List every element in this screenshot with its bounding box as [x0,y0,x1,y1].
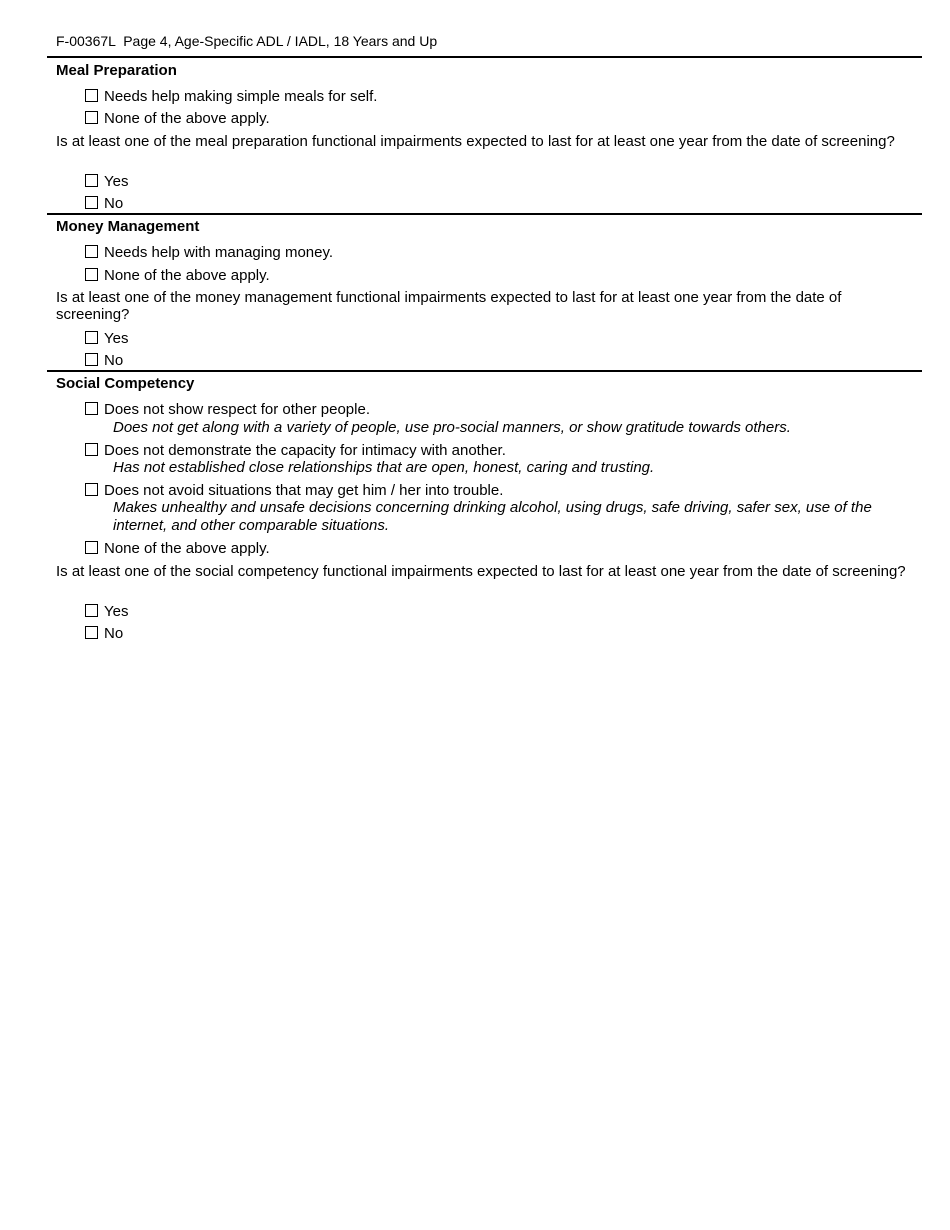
option-label: Does not show respect for other people. [104,401,370,418]
checkbox[interactable] [85,245,98,258]
social-answer-no[interactable] [85,625,123,643]
checkbox[interactable] [85,353,98,366]
money-management-heading: Money Management [56,218,200,235]
page-header [56,33,437,49]
option-label: Does not avoid situations that may get him / her into trouble. [104,482,504,499]
checkbox[interactable] [85,268,98,281]
option-label: None of the above apply. [104,267,270,284]
money-option-needs-help[interactable] [85,244,333,262]
checkbox[interactable] [85,541,98,554]
option-description: Does not get along with a variety of people, use pro-social manners, or show gratitude towards others. [113,419,791,436]
money-option-none[interactable] [85,267,270,285]
answer-label: Yes [104,173,129,190]
checkbox[interactable] [85,174,98,187]
form-id: F-00367L [56,33,116,49]
money-answer-no[interactable] [85,352,123,370]
meal-duration-question: Is at least one of the meal preparation functional impairments expected to last for at least one year from the date of screening? [56,133,895,150]
checkbox[interactable] [85,483,98,496]
meal-preparation-heading: Meal Preparation [56,62,177,79]
checkbox[interactable] [85,604,98,617]
checkbox[interactable] [85,89,98,102]
answer-label: Yes [104,603,129,620]
social-option-intimacy[interactable] [85,442,506,460]
checkbox[interactable] [85,402,98,415]
social-answer-yes[interactable] [85,603,128,621]
section-divider [47,56,922,58]
checkbox[interactable] [85,111,98,124]
option-label: None of the above apply. [104,540,270,557]
meal-answer-yes[interactable] [85,173,128,191]
money-duration-question: Is at least one of the money management functional impairments expected to last for at least one year from the date of screening? [56,289,842,323]
option-label: Does not demonstrate the capacity for intimacy with another. [104,442,506,459]
option-label: None of the above apply. [104,110,270,127]
section-divider [47,370,922,372]
checkbox[interactable] [85,443,98,456]
option-description: Makes unhealthy and unsafe decisions concerning drinking alcohol, using drugs, safe driving, safer sex, use of the internet, and other comparable situations. [113,499,872,534]
option-label: Needs help with managing money. [104,244,334,261]
checkbox[interactable] [85,196,98,209]
section-divider [47,213,922,215]
social-competency-heading: Social Competency [56,375,195,392]
meal-answer-no[interactable] [85,195,123,213]
answer-label: No [104,625,124,642]
answer-label: No [104,352,124,369]
social-option-trouble[interactable] [85,482,503,500]
meal-option-needs-help[interactable] [85,88,377,106]
social-duration-question: Is at least one of the social competency functional impairments expected to last for at least one year from the date of screening? [56,563,906,580]
checkbox[interactable] [85,331,98,344]
page-title: Page 4, Age-Specific ADL / IADL, 18 Years and Up [123,33,438,49]
money-answer-yes[interactable] [85,330,128,348]
checkbox[interactable] [85,626,98,639]
option-description: Has not established close relationships that are open, honest, caring and trusting. [113,459,655,476]
social-option-none[interactable] [85,540,270,558]
option-label: Needs help making simple meals for self. [104,88,378,105]
social-option-respect[interactable] [85,401,370,419]
answer-label: No [104,195,124,212]
meal-option-none[interactable] [85,110,270,128]
answer-label: Yes [104,330,129,347]
